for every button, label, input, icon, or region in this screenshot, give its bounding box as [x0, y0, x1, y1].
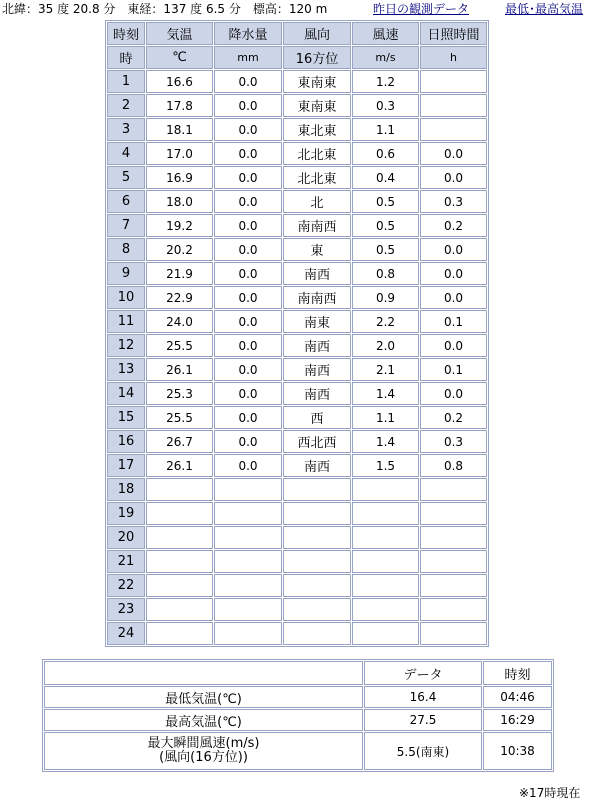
table-row — [107, 94, 487, 117]
wind-speed-cell: 2.0 — [352, 334, 419, 357]
wind-dir-cell — [283, 550, 351, 573]
precip-cell: 0.0 — [214, 70, 282, 93]
sunshine-cell: 0.2 — [420, 406, 487, 429]
wind-speed-cell: 1.1 — [352, 118, 419, 141]
wind-speed-cell: 1.5 — [352, 454, 419, 477]
precip-cell — [214, 478, 282, 501]
hour-cell: 20 — [107, 526, 145, 549]
wind-dir-cell — [283, 574, 351, 597]
summary-row-max-gust — [44, 732, 552, 770]
unit-sunshine: h — [420, 46, 487, 69]
table-row — [107, 382, 487, 405]
temp-cell — [146, 622, 213, 645]
wind-dir-cell: 南西 — [283, 454, 351, 477]
summary-header-row — [44, 661, 552, 685]
sunshine-cell — [420, 550, 487, 573]
sunshine-cell: 0.3 — [420, 430, 487, 453]
sunshine-cell: 0.0 — [420, 382, 487, 405]
col-header-wind-speed: 風速 — [352, 22, 419, 45]
min-max-temp-link[interactable]: 最低･最高気温 — [505, 2, 584, 16]
temp-cell: 20.2 — [146, 238, 213, 261]
table-row — [107, 334, 487, 357]
summary-time: 04:46 — [483, 686, 552, 708]
hour-cell: 21 — [107, 550, 145, 573]
sunshine-cell — [420, 70, 487, 93]
table-row — [107, 238, 487, 261]
location-text: 北緯：35 度 20.8 分 東経：137 度 6.5 分 標高：120 m — [2, 2, 328, 16]
wind-speed-cell — [352, 502, 419, 525]
table-row — [107, 502, 487, 525]
precip-cell — [214, 526, 282, 549]
wind-dir-cell: 南南西 — [283, 286, 351, 309]
table-row — [107, 70, 487, 93]
hour-cell: 22 — [107, 574, 145, 597]
temp-cell — [146, 502, 213, 525]
hour-cell: 12 — [107, 334, 145, 357]
wind-speed-cell — [352, 598, 419, 621]
sunshine-cell — [420, 526, 487, 549]
temp-cell: 24.0 — [146, 310, 213, 333]
temp-cell: 26.1 — [146, 454, 213, 477]
summary-row-max-temp — [44, 709, 552, 731]
table-row — [107, 358, 487, 381]
wind-dir-cell: 南西 — [283, 382, 351, 405]
wind-speed-cell: 0.9 — [352, 286, 419, 309]
temp-cell: 22.9 — [146, 286, 213, 309]
table-row — [107, 550, 487, 573]
sunshine-cell: 0.0 — [420, 286, 487, 309]
wind-speed-cell: 2.1 — [352, 358, 419, 381]
temp-cell: 25.5 — [146, 406, 213, 429]
sunshine-cell: 0.1 — [420, 358, 487, 381]
col-header-sunshine: 日照時間 — [420, 22, 487, 45]
wind-speed-cell — [352, 526, 419, 549]
table-row — [107, 574, 487, 597]
wind-speed-cell — [352, 622, 419, 645]
wind-speed-cell: 1.4 — [352, 430, 419, 453]
precip-cell: 0.0 — [214, 166, 282, 189]
hour-cell: 19 — [107, 502, 145, 525]
hour-cell: 2 — [107, 94, 145, 117]
wind-dir-cell: 北 — [283, 190, 351, 213]
sunshine-cell — [420, 622, 487, 645]
hour-cell: 6 — [107, 190, 145, 213]
wind-dir-cell — [283, 598, 351, 621]
temp-cell: 16.9 — [146, 166, 213, 189]
table-row — [107, 430, 487, 453]
wind-dir-cell: 南東 — [283, 310, 351, 333]
wind-dir-cell: 南西 — [283, 358, 351, 381]
wind-dir-cell — [283, 526, 351, 549]
wind-speed-cell: 0.3 — [352, 94, 419, 117]
table-row — [107, 286, 487, 309]
sunshine-cell — [420, 478, 487, 501]
unit-header-row — [107, 46, 487, 69]
col-header-temp: 気温 — [146, 22, 213, 45]
precip-cell — [214, 622, 282, 645]
temp-cell: 17.8 — [146, 94, 213, 117]
table-row — [107, 262, 487, 285]
location-header — [2, 0, 602, 18]
wind-speed-cell — [352, 574, 419, 597]
col-header-time: 時刻 — [107, 22, 145, 45]
sunshine-cell: 0.0 — [420, 166, 487, 189]
table-row — [107, 526, 487, 549]
table-row — [107, 214, 487, 237]
temp-cell — [146, 550, 213, 573]
precip-cell: 0.0 — [214, 214, 282, 237]
sunshine-cell: 0.3 — [420, 190, 487, 213]
summary-label: 最高気温(℃) — [44, 709, 363, 731]
unit-precip: mm — [214, 46, 282, 69]
yesterday-data-link[interactable]: 昨日の観測データ — [373, 2, 470, 16]
hourly-observation-table — [105, 20, 489, 647]
unit-wind-dir: 16方位 — [283, 46, 351, 69]
sunshine-cell: 0.0 — [420, 262, 487, 285]
wind-dir-cell: 東南東 — [283, 70, 351, 93]
wind-dir-cell: 北北東 — [283, 166, 351, 189]
temp-cell: 18.1 — [146, 118, 213, 141]
hour-cell: 23 — [107, 598, 145, 621]
precip-cell: 0.0 — [214, 382, 282, 405]
temp-cell: 18.0 — [146, 190, 213, 213]
wind-dir-cell — [283, 478, 351, 501]
wind-speed-cell — [352, 478, 419, 501]
hour-cell: 18 — [107, 478, 145, 501]
hour-cell: 24 — [107, 622, 145, 645]
precip-cell — [214, 550, 282, 573]
table-row — [107, 454, 487, 477]
precip-cell: 0.0 — [214, 430, 282, 453]
wind-speed-cell: 1.2 — [352, 70, 419, 93]
hour-cell: 9 — [107, 262, 145, 285]
sunshine-cell: 0.1 — [420, 310, 487, 333]
table-row — [107, 598, 487, 621]
table-row — [107, 118, 487, 141]
wind-speed-cell: 0.8 — [352, 262, 419, 285]
hour-cell: 11 — [107, 310, 145, 333]
hour-cell: 14 — [107, 382, 145, 405]
column-header-row — [107, 22, 487, 45]
unit-time: 時 — [107, 46, 145, 69]
sunshine-cell: 0.0 — [420, 142, 487, 165]
sunshine-cell — [420, 502, 487, 525]
col-header-precip: 降水量 — [214, 22, 282, 45]
wind-dir-cell: 南南西 — [283, 214, 351, 237]
wind-dir-cell: 東南東 — [283, 94, 351, 117]
precip-cell: 0.0 — [214, 406, 282, 429]
precip-cell: 0.0 — [214, 358, 282, 381]
wind-speed-cell: 2.2 — [352, 310, 419, 333]
temp-cell: 26.7 — [146, 430, 213, 453]
sunshine-cell: 0.2 — [420, 214, 487, 237]
summary-row-min-temp — [44, 686, 552, 708]
col-header-wind-dir: 風向 — [283, 22, 351, 45]
wind-speed-cell: 0.6 — [352, 142, 419, 165]
table-row — [107, 142, 487, 165]
wind-dir-cell: 南西 — [283, 262, 351, 285]
temp-cell — [146, 574, 213, 597]
wind-speed-cell: 0.5 — [352, 190, 419, 213]
sunshine-cell — [420, 94, 487, 117]
wind-dir-cell — [283, 502, 351, 525]
temp-cell: 16.6 — [146, 70, 213, 93]
wind-dir-cell: 西 — [283, 406, 351, 429]
temp-cell: 21.9 — [146, 262, 213, 285]
summary-header-time: 時刻 — [483, 661, 552, 685]
wind-speed-cell: 1.1 — [352, 406, 419, 429]
sunshine-cell: 0.0 — [420, 334, 487, 357]
wind-speed-cell: 0.5 — [352, 214, 419, 237]
wind-speed-cell — [352, 550, 419, 573]
wind-speed-cell: 0.5 — [352, 238, 419, 261]
precip-cell — [214, 598, 282, 621]
summary-label — [44, 732, 363, 770]
temp-cell: 26.1 — [146, 358, 213, 381]
precip-cell: 0.0 — [214, 334, 282, 357]
hour-cell: 13 — [107, 358, 145, 381]
precip-cell: 0.0 — [214, 238, 282, 261]
sunshine-cell: 0.0 — [420, 238, 487, 261]
summary-label: 最低気温(℃) — [44, 686, 363, 708]
table-row — [107, 166, 487, 189]
hour-cell: 8 — [107, 238, 145, 261]
precip-cell: 0.0 — [214, 310, 282, 333]
hour-cell: 15 — [107, 406, 145, 429]
hour-cell: 5 — [107, 166, 145, 189]
summary-value: 5.5(南東) — [364, 732, 482, 770]
temp-cell: 25.3 — [146, 382, 213, 405]
precip-cell: 0.0 — [214, 454, 282, 477]
unit-temp: ℃ — [146, 46, 213, 69]
table-row — [107, 406, 487, 429]
wind-dir-cell: 西北西 — [283, 430, 351, 453]
hour-cell: 10 — [107, 286, 145, 309]
table-row — [107, 478, 487, 501]
temp-cell — [146, 478, 213, 501]
sunshine-cell — [420, 118, 487, 141]
daily-summary-table — [42, 659, 554, 772]
precip-cell: 0.0 — [214, 190, 282, 213]
unit-wind-speed: m/s — [352, 46, 419, 69]
temp-cell: 17.0 — [146, 142, 213, 165]
precip-cell: 0.0 — [214, 262, 282, 285]
wind-speed-cell: 0.4 — [352, 166, 419, 189]
sunshine-cell: 0.8 — [420, 454, 487, 477]
table-row — [107, 190, 487, 213]
hour-cell: 7 — [107, 214, 145, 237]
hour-cell: 3 — [107, 118, 145, 141]
wind-dir-cell: 東北東 — [283, 118, 351, 141]
wind-dir-cell — [283, 622, 351, 645]
wind-dir-cell: 東 — [283, 238, 351, 261]
precip-cell — [214, 574, 282, 597]
summary-label-line2: (風向(16方位)) — [159, 750, 248, 765]
temp-cell: 25.5 — [146, 334, 213, 357]
precip-cell — [214, 502, 282, 525]
hour-cell: 1 — [107, 70, 145, 93]
temp-cell: 19.2 — [146, 214, 213, 237]
hour-cell: 4 — [107, 142, 145, 165]
temp-cell — [146, 598, 213, 621]
summary-label-line1: 最大瞬間風速(m/s) — [147, 736, 260, 751]
temp-cell — [146, 526, 213, 549]
as-of-note: ※17時現在 — [519, 786, 581, 800]
summary-header-blank — [44, 661, 363, 685]
summary-time: 10:38 — [483, 732, 552, 770]
precip-cell: 0.0 — [214, 286, 282, 309]
precip-cell: 0.0 — [214, 94, 282, 117]
summary-value: 27.5 — [364, 709, 482, 731]
hour-cell: 16 — [107, 430, 145, 453]
table-row — [107, 310, 487, 333]
wind-speed-cell: 1.4 — [352, 382, 419, 405]
precip-cell: 0.0 — [214, 142, 282, 165]
wind-dir-cell: 南西 — [283, 334, 351, 357]
wind-dir-cell: 北北東 — [283, 142, 351, 165]
summary-value: 16.4 — [364, 686, 482, 708]
precip-cell: 0.0 — [214, 118, 282, 141]
table-row — [107, 622, 487, 645]
sunshine-cell — [420, 598, 487, 621]
summary-time: 16:29 — [483, 709, 552, 731]
hour-cell: 17 — [107, 454, 145, 477]
sunshine-cell — [420, 574, 487, 597]
summary-header-data: データ — [364, 661, 482, 685]
